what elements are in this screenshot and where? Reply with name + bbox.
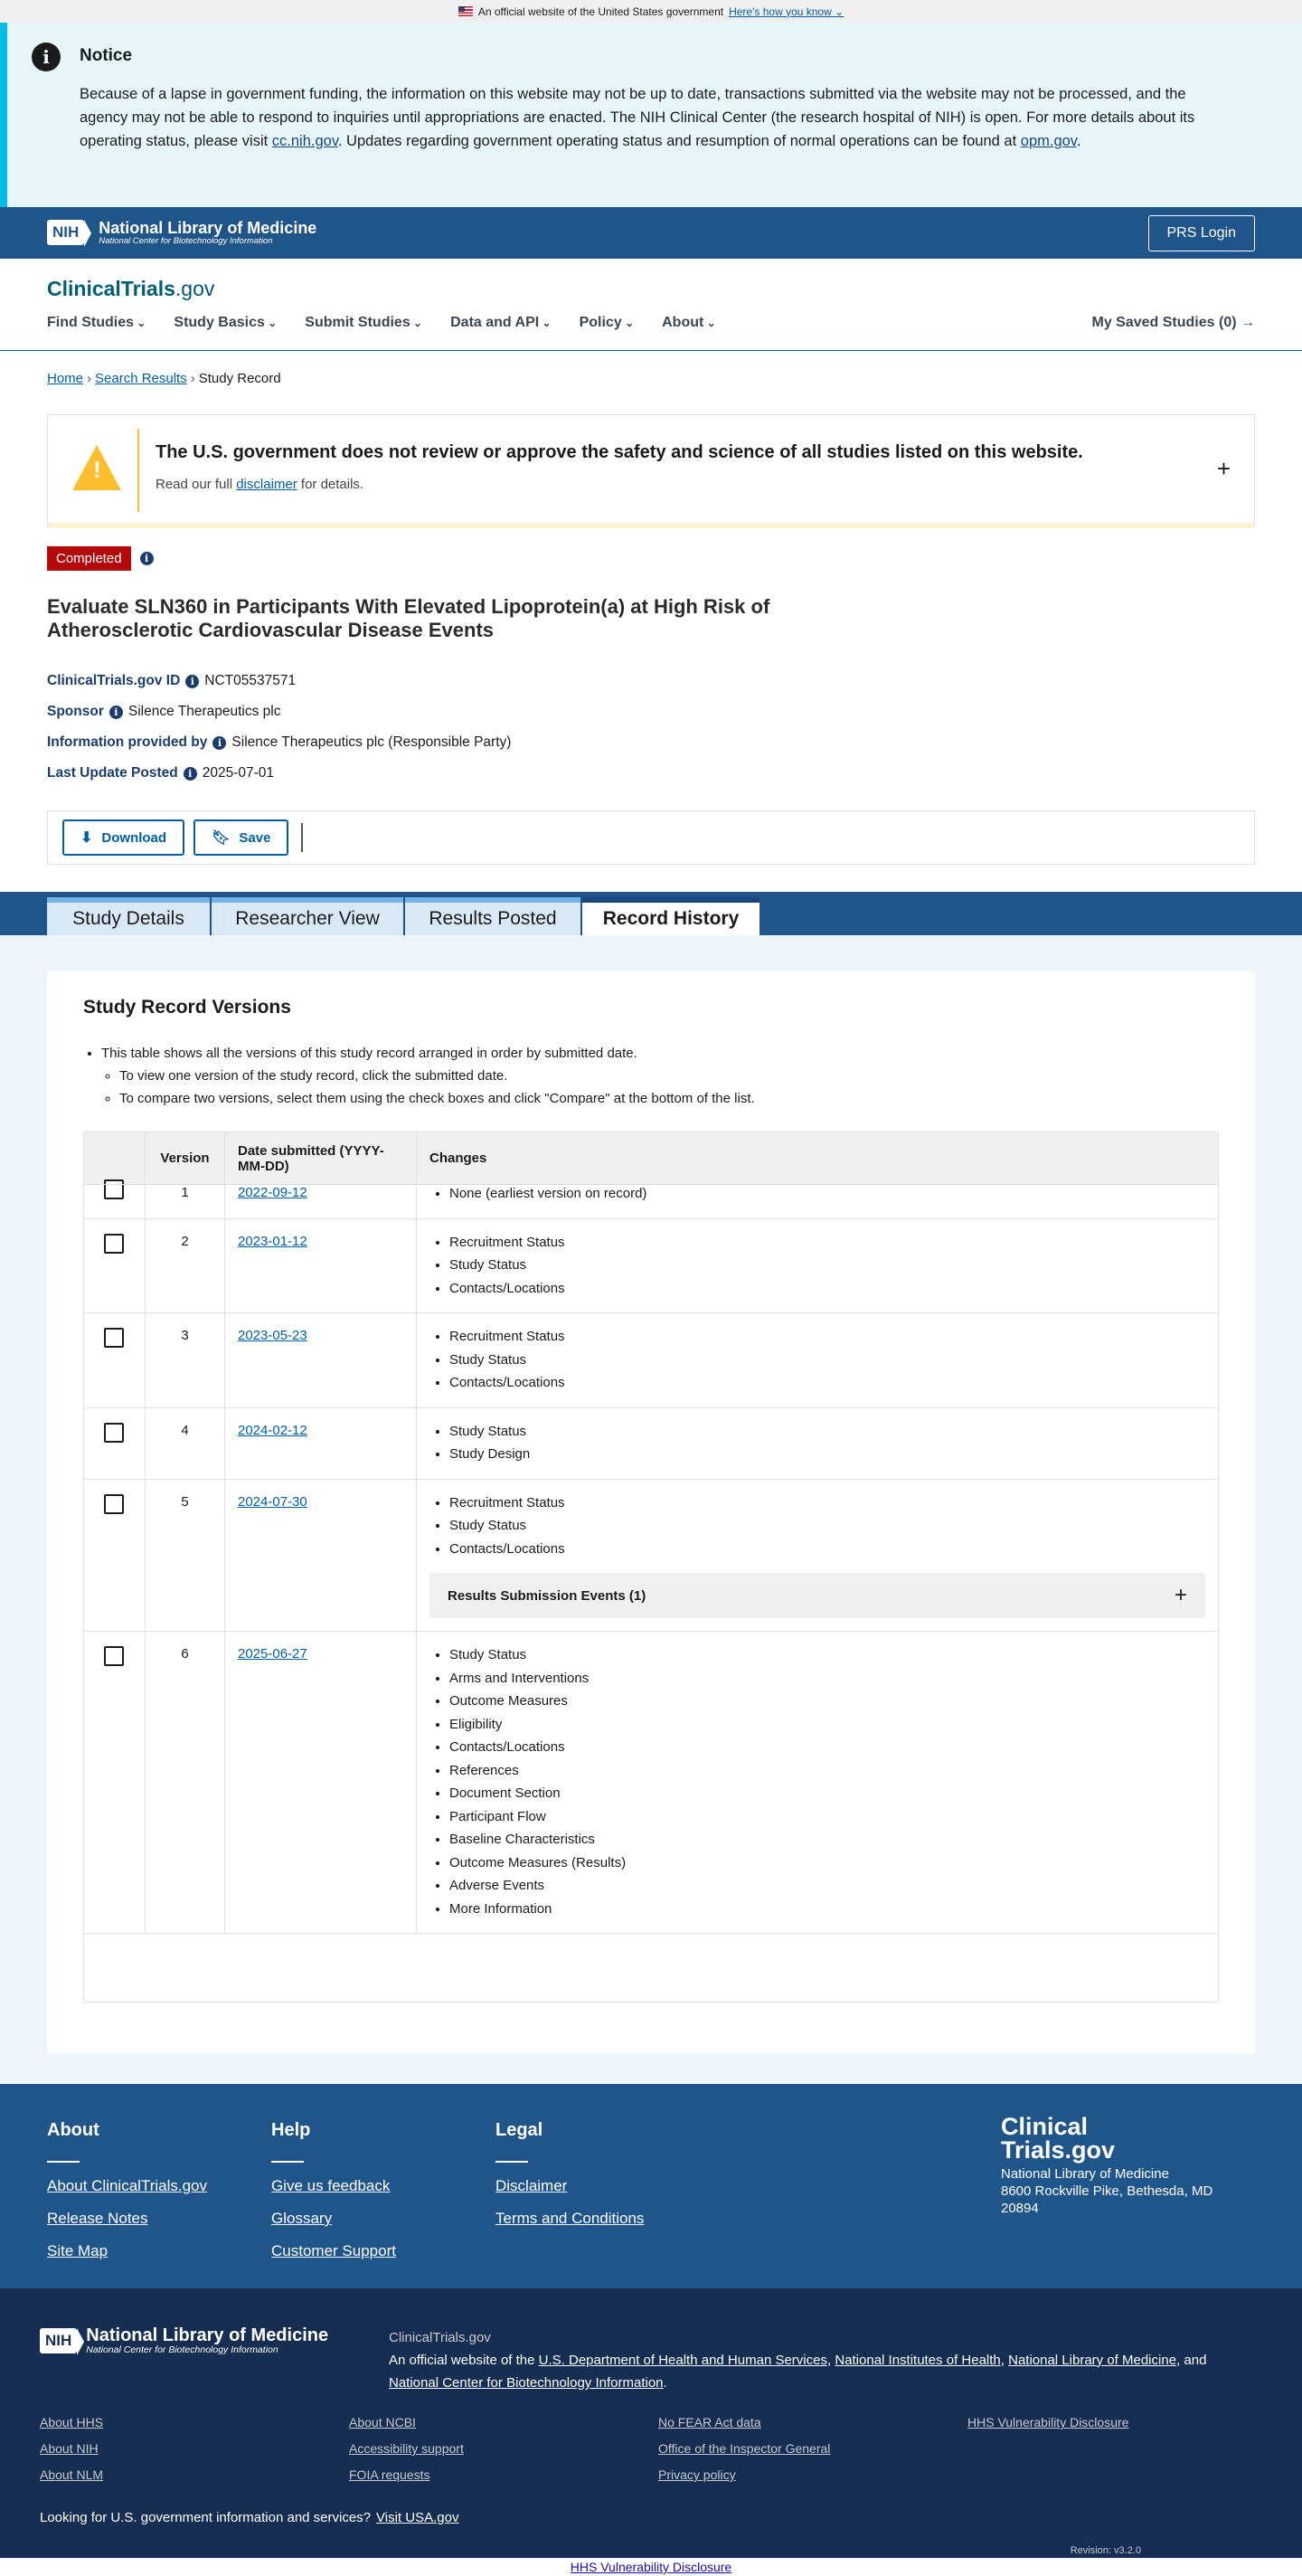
notice-banner: [0, 23, 1302, 207]
version-date-link[interactable]: 2024-02-12: [238, 1422, 307, 1438]
study-meta: [47, 666, 1255, 789]
usa-gov-link[interactable]: Visit USA.gov: [376, 2510, 459, 2525]
version-checkbox[interactable]: [104, 1494, 124, 1514]
last-update-value: 2025-07-01: [202, 765, 274, 781]
footer-brand: [1001, 2115, 1212, 2217]
prs-login-button[interactable]: PRS Login: [1148, 215, 1256, 251]
version-date-link[interactable]: 2023-01-12: [238, 1233, 307, 1249]
breadcrumb-search-results[interactable]: Search Results: [95, 371, 187, 386]
bottom-link-bar: [0, 2558, 1302, 2576]
nav-about[interactable]: About ⌄: [662, 315, 716, 331]
study-id: NCT05537571: [204, 673, 297, 688]
versions-title: Study Record Versions: [83, 997, 291, 1018]
site-header: [0, 259, 1302, 351]
info-icon[interactable]: i: [109, 706, 123, 719]
footer-link[interactable]: About NCBI: [349, 2415, 416, 2429]
table-row: 1 2022-09-12 • None (earliest version on record): [84, 1185, 1219, 1219]
record-history-section: [0, 935, 1302, 2084]
arrow-right-icon: →: [1241, 315, 1255, 330]
status-row: [47, 545, 1255, 572]
footer-bottom: [0, 2288, 1302, 2558]
sponsor-label: Sponsor: [47, 704, 104, 719]
footer-help: Help Give us feedback Glossary Customer Support: [271, 2120, 396, 2259]
footer-link[interactable]: Privacy policy: [658, 2467, 736, 2482]
expand-plus-icon[interactable]: +: [1216, 455, 1231, 482]
provided-by-label: Information provided by: [47, 734, 208, 750]
nav-find-studies[interactable]: Find Studies ⌄: [47, 315, 146, 331]
breadcrumb: [0, 351, 1302, 414]
nlm-header: [0, 207, 1302, 259]
site-logo[interactable]: ClinicalTrials.gov: [47, 277, 215, 300]
footer-link[interactable]: Release Notes: [47, 2210, 148, 2227]
version-checkbox[interactable]: [104, 1423, 124, 1443]
col-version: Version: [146, 1132, 225, 1185]
tab-study-details[interactable]: Study Details: [47, 897, 210, 935]
nlm-logo[interactable]: NIH National Library of Medicine National Center for Biotechnology Information: [40, 2326, 328, 2355]
footer-legal: Legal Disclaimer Terms and Conditions: [495, 2120, 645, 2227]
footer-link[interactable]: Customer Support: [271, 2242, 396, 2259]
results-submission-events-accordion[interactable]: Results Submission Events (1) +: [429, 1573, 1205, 1618]
disclaimer-link[interactable]: disclaimer: [236, 477, 297, 492]
download-icon: ⬇: [80, 830, 93, 846]
hhs-vulnerability-link[interactable]: HHS Vulnerability Disclosure: [570, 2560, 732, 2574]
provided-by-value: Silence Therapeutics plc (Responsible Party): [231, 734, 512, 750]
version-checkbox[interactable]: [104, 1179, 124, 1199]
version-date-link[interactable]: 2023-05-23: [238, 1328, 307, 1343]
table-row: 6 2025-06-27 • Study Status • Arms and Interventions • Outcome Measures • Eligibility • Contacts/Locations • References • Document Section • Participant Flow • Baseline Characteristics • Outcome Measures (Results) • Adverse Events • More Information: [84, 1632, 1219, 1934]
disclaimer-text: Read our full disclaimer for details.: [156, 477, 364, 492]
bookmark-icon: 🔖︎: [212, 830, 231, 846]
footer-address: National Library of Medicine 8600 Rockville Pike, Bethesda, MD 20894: [1001, 2166, 1213, 2216]
version-checkbox[interactable]: [104, 1646, 124, 1666]
gov-banner: [0, 0, 1302, 23]
tab-record-history[interactable]: Record History: [582, 897, 760, 935]
notice-title: Notice: [80, 46, 133, 65]
footer-link[interactable]: About NLM: [40, 2467, 104, 2482]
tab-results-posted[interactable]: Results Posted: [405, 897, 580, 935]
footer-link[interactable]: About ClinicalTrials.gov: [47, 2177, 207, 2194]
us-flag-icon: [458, 6, 473, 16]
col-changes: Changes: [417, 1132, 1219, 1185]
chevron-right-icon: ›: [190, 371, 195, 386]
footer: [0, 2084, 1302, 2288]
divider: [301, 823, 303, 852]
col-date: Date submitted (YYYY-MM-DD): [225, 1132, 417, 1185]
nlm-logo[interactable]: [47, 220, 316, 246]
footer-about: About About ClinicalTrials.gov Release Notes Site Map: [47, 2120, 207, 2259]
table-row: 5 2024-07-30 • Recruitment Status • Study Status • Contacts/Locations Results Submission Events (1) +: [84, 1479, 1219, 1632]
table-footer-row: [84, 1934, 1219, 2003]
sponsor-value: Silence Therapeutics plc: [127, 704, 281, 719]
table-row: 3 2023-05-23 • Recruitment Status • Study Status • Contacts/Locations: [84, 1313, 1219, 1408]
footer-link[interactable]: Terms and Conditions: [495, 2210, 645, 2227]
save-button[interactable]: 🔖︎ Save: [193, 819, 288, 856]
footer-link[interactable]: Office of the Inspector General: [658, 2441, 831, 2456]
info-icon[interactable]: i: [212, 736, 226, 750]
main-nav: [47, 315, 716, 331]
warning-icon: !: [72, 445, 121, 490]
footer-link[interactable]: Site Map: [47, 2242, 108, 2259]
breadcrumb-home[interactable]: Home: [47, 371, 84, 386]
footer-official-text: ClinicalTrials.gov An official website of the U.S. Department of Health and Human Services, National Institutes of Health, National Library of Medicine, and National Center for Biotechnology Information.: [389, 2330, 1207, 2391]
versions-help: • This table shows all the versions of this study record arranged in order by submitted date. ◦ To view one version of the study record, click the submitted date. ◦ To compare two versions, select them using the check boxes and click "Compare" at the bottom of the list.: [83, 1042, 1219, 1110]
gov-banner-text: An official website of the United States government: [477, 5, 724, 18]
info-icon[interactable]: i: [140, 552, 154, 565]
disclaimer-alert: [47, 414, 1255, 528]
versions-card: [47, 971, 1255, 2053]
footer-link[interactable]: Give us feedback: [271, 2177, 391, 2194]
nih-link[interactable]: National Institutes of Health: [835, 2353, 1001, 2368]
tab-researcher-view[interactable]: Researcher View: [212, 897, 403, 935]
version-date-link[interactable]: 2025-06-27: [238, 1646, 307, 1662]
nav-policy[interactable]: Policy ⌄: [580, 315, 635, 331]
info-icon[interactable]: i: [185, 675, 199, 688]
info-icon: i: [32, 43, 61, 71]
tabs-bar: [0, 892, 1302, 935]
plus-icon: +: [1174, 1583, 1187, 1607]
download-button[interactable]: ⬇ Download: [62, 819, 184, 856]
my-saved-studies-link[interactable]: My Saved Studies (0) →: [1091, 315, 1255, 330]
ct-logo[interactable]: Clinical Trials.gov: [1001, 2113, 1116, 2164]
footer-link[interactable]: HHS Vulnerability Disclosure: [967, 2415, 1129, 2429]
footer-link[interactable]: Accessibility support: [349, 2441, 464, 2456]
info-icon[interactable]: i: [184, 767, 197, 781]
nih-logo-mark: NIH: [47, 220, 84, 245]
usa-gov-line: Looking for U.S. government information and services? Visit USA.gov: [40, 2510, 459, 2525]
footer-link[interactable]: About NIH: [40, 2441, 99, 2456]
versions-table: [83, 1132, 1219, 2003]
study-title: Evaluate SLN360 in Participants With Elevated Lipoprotein(a) at High Risk of Atherosclerotic Cardiovascular Disease Events: [47, 595, 770, 641]
version-checkbox[interactable]: [104, 1328, 124, 1348]
cc-nih-link[interactable]: cc.nih.gov: [271, 133, 338, 149]
notice-text: Because of a lapse in government funding, the information on this website may not be up to date, transactions submitted via the website may not be processed, and the agency may not be able to respond to inquiries until appropriations are enacted. The NIH Clinical Center (the research hospital of NIH) is open. For more details about its operating status, please visit cc.nih.gov. Updates regarding government operating status and resumption of normal operations can be found at opm.gov.: [80, 86, 1195, 149]
nav-submit-studies[interactable]: Submit Studies ⌄: [305, 315, 422, 331]
table-row: 2 2023-01-12 • Recruitment Status • Study Status • Contacts/Locations: [84, 1218, 1219, 1313]
action-bar: [47, 810, 1255, 865]
ncbi-link[interactable]: National Center for Biotechnology Information: [389, 2375, 664, 2391]
nav-data-api[interactable]: Data and API ⌄: [450, 315, 551, 331]
disclaimer-title: The U.S. government does not review or approve the safety and science of all studies listed on this website.: [156, 442, 1083, 462]
last-update-label: Last Update Posted: [47, 765, 178, 781]
nlm-name: National Library of Medicine: [99, 219, 317, 238]
footer-link[interactable]: Disclaimer: [495, 2177, 568, 2194]
version-checkbox[interactable]: [104, 1234, 124, 1254]
chevron-right-icon: ›: [87, 371, 92, 386]
id-label: ClinicalTrials.gov ID: [47, 673, 181, 688]
revision-text: Revision: v3.2.0: [1070, 2545, 1141, 2556]
ncbi-name: National Center for Biotechnology Information: [99, 235, 273, 246]
how-you-know-link[interactable]: Here's how you know ⌄: [729, 5, 844, 18]
breadcrumb-current: Study Record: [198, 371, 281, 386]
table-row: 4 2024-02-12 • Study Status • Study Design: [84, 1407, 1219, 1479]
version-date-link[interactable]: 2024-07-30: [238, 1493, 307, 1510]
status-badge: Completed: [47, 546, 131, 571]
footer-link[interactable]: FOIA requests: [349, 2467, 430, 2482]
hhs-link[interactable]: U.S. Department of Health and Human Services: [538, 2353, 827, 2368]
nav-study-basics[interactable]: Study Basics ⌄: [174, 315, 277, 331]
footer-link[interactable]: About HHS: [40, 2415, 104, 2429]
nlm-link[interactable]: National Library of Medicine: [1008, 2353, 1177, 2368]
footer-link[interactable]: No FEAR Act data: [658, 2415, 761, 2429]
opm-link[interactable]: opm.gov: [1020, 133, 1077, 149]
version-date-link[interactable]: 2022-09-12: [238, 1185, 307, 1200]
footer-link[interactable]: Glossary: [271, 2210, 333, 2227]
